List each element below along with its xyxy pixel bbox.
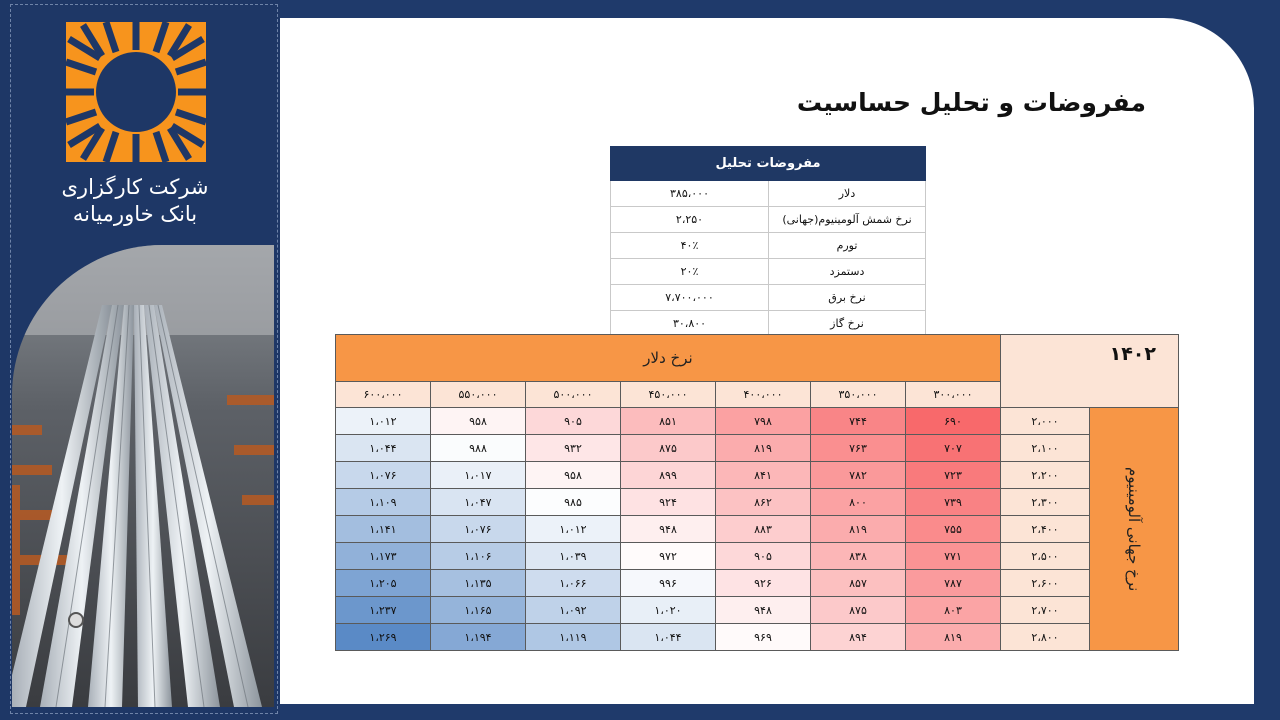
assumption-row xyxy=(611,259,926,285)
sensitivity-cell: ۱،۰۴۴ xyxy=(336,435,431,462)
company-name-line2: بانک خاورمیانه xyxy=(72,202,198,226)
sensitivity-cell: ۷۴۴ xyxy=(811,408,906,435)
assumption-label: دلار xyxy=(769,181,926,207)
dollar-rate-cell: ۴۰۰،۰۰۰ xyxy=(716,382,811,408)
sensitivity-cell: ۸۵۷ xyxy=(811,570,906,597)
sensitivity-row xyxy=(336,543,1179,570)
sensitivity-cell: ۱،۰۴۷ xyxy=(431,489,526,516)
assumption-label: نرخ برق xyxy=(769,285,926,311)
assumption-label: نرخ گاز xyxy=(769,311,926,337)
assumption-value: ۳۸۵،۰۰۰ xyxy=(611,181,769,207)
sensitivity-cell: ۱،۱۹۴ xyxy=(431,624,526,651)
sensitivity-cell: ۸۱۹ xyxy=(811,516,906,543)
sensitivity-cell: ۷۷۱ xyxy=(906,543,1001,570)
sensitivity-cell: ۹۴۸ xyxy=(621,516,716,543)
sensitivity-cell: ۱،۱۰۹ xyxy=(336,489,431,516)
aluminum-rate-cell: ۲،۵۰۰ xyxy=(1001,543,1090,570)
sensitivity-cell: ۱،۰۶۶ xyxy=(526,570,621,597)
sensitivity-cell: ۶۹۰ xyxy=(906,408,1001,435)
sensitivity-cell: ۹۵۸ xyxy=(431,408,526,435)
assumption-label: نرخ شمش آلومینیوم(جهانی) xyxy=(769,207,926,233)
sensitivity-cell: ۱،۱۴۱ xyxy=(336,516,431,543)
sensitivity-row xyxy=(336,435,1179,462)
sensitivity-row xyxy=(336,489,1179,516)
sensitivity-cell: ۸۱۹ xyxy=(906,624,1001,651)
aluminum-rate-cell: ۲،۱۰۰ xyxy=(1001,435,1090,462)
dollar-rate-cell: ۴۵۰،۰۰۰ xyxy=(621,382,716,408)
aluminum-rate-header-cell xyxy=(1090,408,1179,651)
sensitivity-cell: ۸۰۰ xyxy=(811,489,906,516)
sensitivity-cell: ۱،۱۶۵ xyxy=(431,597,526,624)
dollar-rate-cell: ۶۰۰،۰۰۰ xyxy=(336,382,431,408)
aluminum-rate-cell: ۲،۸۰۰ xyxy=(1001,624,1090,651)
aluminum-rate-cell: ۲،۶۰۰ xyxy=(1001,570,1090,597)
sensitivity-table xyxy=(335,334,1179,651)
assumption-row xyxy=(611,233,926,259)
sensitivity-cell: ۹۴۸ xyxy=(716,597,811,624)
sensitivity-cell: ۹۶۹ xyxy=(716,624,811,651)
sensitivity-cell: ۱،۲۰۵ xyxy=(336,570,431,597)
sensitivity-cell: ۱،۰۲۰ xyxy=(621,597,716,624)
sensitivity-cell: ۱،۱۱۹ xyxy=(526,624,621,651)
dollar-rate-cell: ۵۵۰،۰۰۰ xyxy=(431,382,526,408)
sensitivity-cell: ۹۹۶ xyxy=(621,570,716,597)
sensitivity-cell: ۱،۲۶۹ xyxy=(336,624,431,651)
aluminum-rate-cell: ۲،۳۰۰ xyxy=(1001,489,1090,516)
sensitivity-cell: ۹۰۵ xyxy=(716,543,811,570)
aluminum-rate-cell: ۲،۲۰۰ xyxy=(1001,462,1090,489)
sun-logo-icon xyxy=(66,22,206,162)
sensitivity-cell: ۱،۱۷۳ xyxy=(336,543,431,570)
dollar-rate-header: نرخ دلار xyxy=(336,335,1001,382)
sensitivity-cell: ۹۵۸ xyxy=(526,462,621,489)
sensitivity-cell: ۷۸۷ xyxy=(906,570,1001,597)
sensitivity-cell: ۱،۰۷۶ xyxy=(336,462,431,489)
dollar-rate-cell: ۳۵۰،۰۰۰ xyxy=(811,382,906,408)
sensitivity-cell: ۸۷۵ xyxy=(621,435,716,462)
content-card xyxy=(280,18,1254,704)
sensitivity-cell: ۱،۰۴۴ xyxy=(621,624,716,651)
sensitivity-cell: ۱،۰۱۲ xyxy=(336,408,431,435)
sensitivity-row xyxy=(336,462,1179,489)
sensitivity-cell: ۸۴۱ xyxy=(716,462,811,489)
sensitivity-cell: ۱،۱۳۵ xyxy=(431,570,526,597)
sensitivity-cell: ۹۷۲ xyxy=(621,543,716,570)
aluminum-profiles-photo xyxy=(12,245,274,707)
sensitivity-row xyxy=(336,597,1179,624)
sensitivity-cell: ۷۶۳ xyxy=(811,435,906,462)
aluminum-rate-cell: ۲،۷۰۰ xyxy=(1001,597,1090,624)
sensitivity-cell: ۷۹۸ xyxy=(716,408,811,435)
assumption-label: تورم xyxy=(769,233,926,259)
sensitivity-cell: ۸۳۸ xyxy=(811,543,906,570)
sensitivity-cell: ۸۵۱ xyxy=(621,408,716,435)
sensitivity-cell: ۹۰۵ xyxy=(526,408,621,435)
sensitivity-body xyxy=(336,408,1179,651)
sensitivity-cell: ۱،۰۱۲ xyxy=(526,516,621,543)
assumption-value: ۳۰،۸۰۰ xyxy=(611,311,769,337)
sensitivity-cell: ۱،۰۳۹ xyxy=(526,543,621,570)
sensitivity-cell: ۱،۱۰۶ xyxy=(431,543,526,570)
sensitivity-cell: ۸۹۴ xyxy=(811,624,906,651)
dollar-rate-cell: ۵۰۰،۰۰۰ xyxy=(526,382,621,408)
assumption-row xyxy=(611,285,926,311)
sensitivity-cell: ۱،۰۷۶ xyxy=(431,516,526,543)
sensitivity-cell: ۹۳۲ xyxy=(526,435,621,462)
sensitivity-cell: ۹۸۵ xyxy=(526,489,621,516)
assumption-row xyxy=(611,181,926,207)
sensitivity-cell: ۸۸۳ xyxy=(716,516,811,543)
assumptions-body xyxy=(611,181,926,337)
sensitivity-row xyxy=(336,516,1179,543)
assumption-row xyxy=(611,207,926,233)
sensitivity-cell: ۷۳۹ xyxy=(906,489,1001,516)
sensitivity-cell: ۹۲۶ xyxy=(716,570,811,597)
year-label: ۱۴۰۲ xyxy=(1001,335,1179,408)
dollar-rate-cell: ۳۰۰،۰۰۰ xyxy=(906,382,1001,408)
sensitivity-cell: ۹۸۸ xyxy=(431,435,526,462)
aluminum-rate-cell: ۲،۴۰۰ xyxy=(1001,516,1090,543)
sensitivity-cell: ۱،۰۹۲ xyxy=(526,597,621,624)
aluminum-rate-header: نرخ جهانی آلومینیوم xyxy=(1125,466,1143,592)
sensitivity-cell: ۷۵۵ xyxy=(906,516,1001,543)
sensitivity-cell: ۷۰۷ xyxy=(906,435,1001,462)
company-name-line1: شرکت کارگزاری xyxy=(61,175,209,199)
sensitivity-cell: ۷۲۳ xyxy=(906,462,1001,489)
sensitivity-row xyxy=(336,624,1179,651)
sensitivity-cell: ۸۰۳ xyxy=(906,597,1001,624)
sensitivity-cell: ۸۷۵ xyxy=(811,597,906,624)
sensitivity-cell: ۹۲۴ xyxy=(621,489,716,516)
sidebar xyxy=(0,0,280,720)
assumption-value: ۴۰٪ xyxy=(611,233,769,259)
assumption-label: دستمزد xyxy=(769,259,926,285)
sensitivity-row xyxy=(336,570,1179,597)
sensitivity-cell: ۱،۲۳۷ xyxy=(336,597,431,624)
assumption-row xyxy=(611,311,926,337)
sensitivity-cell: ۱،۰۱۷ xyxy=(431,462,526,489)
assumptions-table xyxy=(610,146,926,337)
assumptions-header: مفروضات تحلیل xyxy=(611,147,926,181)
sensitivity-cell: ۷۸۲ xyxy=(811,462,906,489)
sensitivity-cell: ۸۶۲ xyxy=(716,489,811,516)
assumption-value: ۲،۲۵۰ xyxy=(611,207,769,233)
assumption-value: ۲۰٪ xyxy=(611,259,769,285)
sensitivity-cell: ۸۹۹ xyxy=(621,462,716,489)
slide-title: مفروضات و تحلیل حساسیت xyxy=(796,88,1146,117)
assumption-value: ۷،۷۰۰،۰۰۰ xyxy=(611,285,769,311)
sensitivity-cell: ۸۱۹ xyxy=(716,435,811,462)
sensitivity-row xyxy=(336,408,1179,435)
aluminum-rate-cell: ۲،۰۰۰ xyxy=(1001,408,1090,435)
